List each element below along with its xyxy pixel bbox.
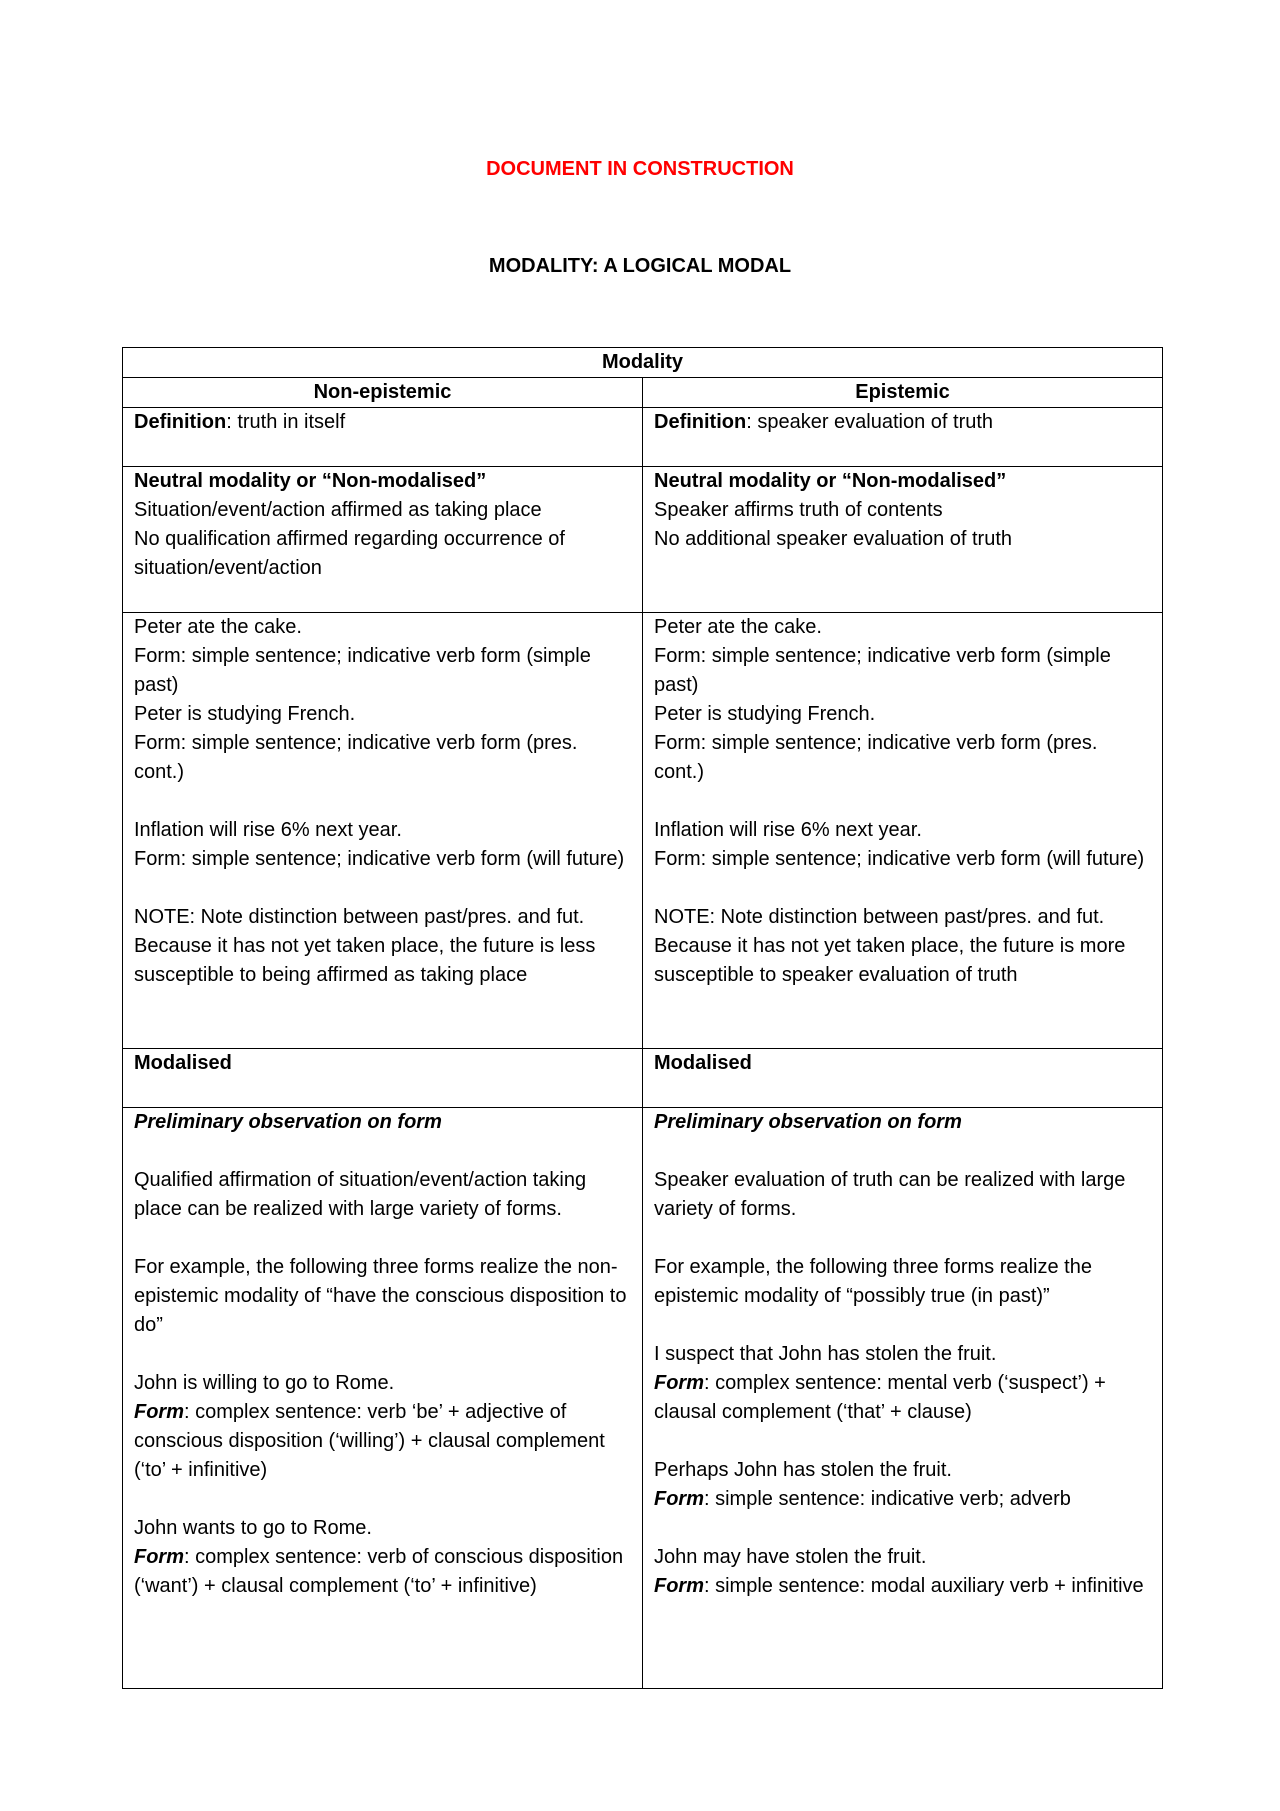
- form-label: Form: [134, 1401, 184, 1423]
- example-sentence: John may have stolen the fruit.: [654, 1546, 927, 1568]
- spacer: [134, 1137, 631, 1166]
- spacer: [134, 1224, 631, 1253]
- cell-examples-epistemic: [643, 613, 1163, 1049]
- spacer: [654, 1311, 1151, 1340]
- example-form: [654, 1485, 1151, 1514]
- construction-banner: DOCUMENT IN CONSTRUCTION: [486, 158, 794, 180]
- spacer: [654, 1427, 1151, 1456]
- example-line: Inflation will rise 6% next year.: [134, 819, 402, 841]
- spacer: [134, 874, 631, 903]
- example-sentence: I suspect that John has stolen the fruit.: [654, 1343, 997, 1365]
- preliminary-example-intro: For example, the following three forms realize the non-epistemic modality of “have the conscious disposition to do”: [134, 1256, 627, 1336]
- form-text: : complex sentence: mental verb (‘suspect’) + clausal complement (‘that’ + clause): [654, 1372, 1106, 1423]
- spacer: [654, 1137, 1151, 1166]
- form-label: Form: [654, 1488, 704, 1510]
- table-row-preliminary: [123, 1108, 1163, 1689]
- table-header-row: [123, 348, 1163, 378]
- table-row-modalised: [123, 1049, 1163, 1108]
- table-row-examples: [123, 613, 1163, 1049]
- example-line: Form: simple sentence; indicative verb form (will future): [134, 848, 625, 870]
- spacer: [654, 1224, 1151, 1253]
- example-line: Form: simple sentence; indicative verb form (will future): [654, 848, 1145, 870]
- neutral-line: Situation/event/action affirmed as taking place: [134, 499, 542, 521]
- definition-text: : speaker evaluation of truth: [746, 411, 994, 433]
- modalised-heading: Modalised: [134, 1052, 232, 1074]
- neutral-heading: Neutral modality or “Non-modalised”: [134, 470, 487, 492]
- preliminary-intro: Qualified affirmation of situation/event/action taking place can be realized with large variety of forms.: [134, 1169, 587, 1220]
- note-line: NOTE: Note distinction between past/pres. and fut. Because it has not yet taken place, the future is less susceptible to being affirmed as taking place: [134, 906, 596, 986]
- neutral-line: No qualification affirmed regarding occurrence of situation/event/action: [134, 528, 565, 579]
- form-label: Form: [654, 1575, 704, 1597]
- column-header-non-epistemic: Non-epistemic: [123, 378, 643, 408]
- preliminary-example-intro: For example, the following three forms realize the epistemic modality of “possibly true (in past)”: [654, 1256, 1092, 1307]
- example-line: Form: simple sentence; indicative verb form (simple past): [654, 645, 1111, 696]
- cell-modalised-epistemic: [643, 1049, 1163, 1108]
- example-line: Inflation will rise 6% next year.: [654, 819, 922, 841]
- neutral-line: Speaker affirms truth of contents: [654, 499, 943, 521]
- example-line: Form: simple sentence; indicative verb form (pres. cont.): [654, 732, 1098, 783]
- cell-definition-epistemic: [643, 408, 1163, 467]
- neutral-heading: Neutral modality or “Non-modalised”: [654, 470, 1007, 492]
- definition-text: : truth in itself: [226, 411, 346, 433]
- example-line: Peter ate the cake.: [134, 616, 302, 638]
- neutral-line: No additional speaker evaluation of truth: [654, 528, 1013, 550]
- preliminary-heading: Preliminary observation on form: [134, 1111, 442, 1133]
- definition-label: Definition: [134, 411, 227, 433]
- example-form: [134, 1543, 631, 1601]
- example-line: Peter is studying French.: [654, 703, 876, 725]
- form-text: : complex sentence: verb ‘be’ + adjective of conscious disposition (‘willing’) + clausal complement (‘to’ + infinitive): [134, 1401, 605, 1481]
- spacer: [134, 787, 631, 816]
- modality-table: [122, 347, 1163, 1689]
- spacer: [654, 787, 1151, 816]
- preliminary-heading: Preliminary observation on form: [654, 1111, 962, 1133]
- cell-definition-non-epistemic: [123, 408, 643, 467]
- table-header-modality: Modality: [123, 348, 1163, 378]
- example-form: [134, 1398, 631, 1485]
- example-line: Peter is studying French.: [134, 703, 356, 725]
- example-line: Form: simple sentence; indicative verb form (simple past): [134, 645, 591, 696]
- definition-label: Definition: [654, 411, 747, 433]
- example-line: Form: simple sentence; indicative verb form (pres. cont.): [134, 732, 578, 783]
- example-sentence: John is willing to go to Rome.: [134, 1372, 395, 1394]
- note-line: NOTE: Note distinction between past/pres. and fut. Because it has not yet taken place, the future is more susceptible to speaker evaluation of truth: [654, 906, 1126, 986]
- form-label: Form: [654, 1372, 704, 1394]
- form-text: : simple sentence: indicative verb; adverb: [704, 1488, 1071, 1510]
- spacer: [654, 874, 1151, 903]
- spacer: [134, 1340, 631, 1369]
- example-form: [654, 1369, 1151, 1427]
- example-line: Peter ate the cake.: [654, 616, 822, 638]
- cell-modalised-non-epistemic: [123, 1049, 643, 1108]
- preliminary-intro: Speaker evaluation of truth can be realized with large variety of forms.: [654, 1169, 1126, 1220]
- cell-preliminary-epistemic: [643, 1108, 1163, 1689]
- column-header-row: [123, 378, 1163, 408]
- modalised-heading: Modalised: [654, 1052, 752, 1074]
- cell-examples-non-epistemic: [123, 613, 643, 1049]
- example-sentence: Perhaps John has stolen the fruit.: [654, 1459, 952, 1481]
- cell-preliminary-non-epistemic: [123, 1108, 643, 1689]
- spacer: [134, 1485, 631, 1514]
- spacer: [654, 1514, 1151, 1543]
- form-label: Form: [134, 1546, 184, 1568]
- example-sentence: John wants to go to Rome.: [134, 1517, 372, 1539]
- table-row-neutral: [123, 467, 1163, 613]
- form-text: : simple sentence: modal auxiliary verb + infinitive: [704, 1575, 1144, 1597]
- example-form: [654, 1572, 1151, 1601]
- page-title: MODALITY: A LOGICAL MODAL: [488, 255, 792, 277]
- table-row-definition: [123, 408, 1163, 467]
- column-header-epistemic: Epistemic: [643, 378, 1163, 408]
- form-text: : complex sentence: verb of conscious disposition (‘want’) + clausal complement (‘to’ + infinitive): [134, 1546, 624, 1597]
- cell-neutral-non-epistemic: [123, 467, 643, 613]
- cell-neutral-epistemic: [643, 467, 1163, 613]
